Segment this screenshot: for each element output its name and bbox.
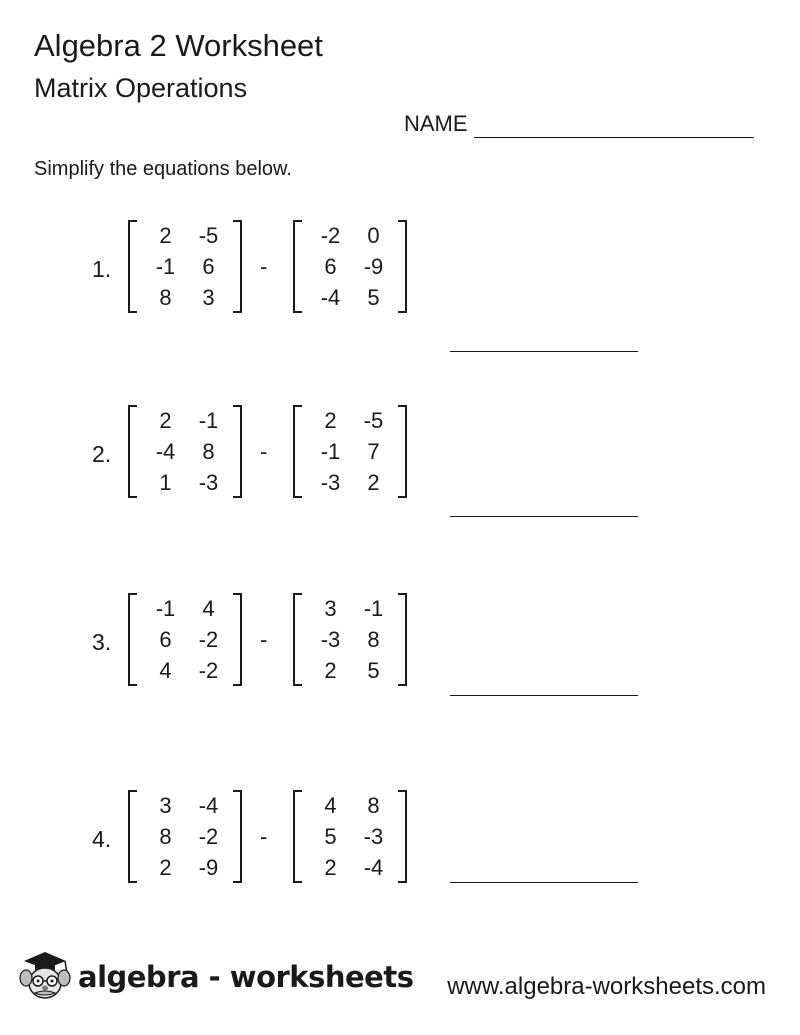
- matrix-cell: 8: [159, 824, 172, 849]
- left-matrix: [128, 403, 242, 500]
- matrix-cell: -9: [363, 254, 384, 279]
- right-matrix: [293, 403, 407, 500]
- website-url[interactable]: www.algebra-worksheets.com: [447, 973, 766, 1000]
- instructions: Simplify the equations below.: [34, 158, 292, 180]
- answer-line[interactable]: [450, 882, 638, 883]
- matrix-cell: 3: [202, 285, 215, 310]
- left-matrix: [128, 788, 242, 885]
- problem-1: [92, 218, 652, 328]
- matrix-cell: 6: [202, 254, 215, 279]
- matrix-cell: 6: [159, 627, 172, 652]
- matrix-cell: -1: [155, 254, 176, 279]
- name-field: [404, 110, 754, 138]
- matrix-cell: 8: [159, 285, 172, 310]
- right-bracket: [398, 220, 407, 313]
- matrix-cell: -5: [198, 223, 219, 248]
- matrix-cell: 5: [367, 285, 380, 310]
- minus-operator: -: [260, 627, 268, 652]
- matrix-cell: -4: [320, 285, 341, 310]
- matrix-cell: 5: [367, 658, 380, 683]
- answer-line[interactable]: [450, 695, 638, 696]
- matrix-cell: 8: [367, 627, 380, 652]
- problem-number: 4.: [92, 826, 112, 852]
- professor-mascot-icon: [16, 948, 74, 1006]
- matrix-cell: -3: [198, 470, 219, 495]
- matrix-cell: 3: [159, 793, 172, 818]
- left-matrix: [128, 591, 242, 688]
- right-bracket: [398, 593, 407, 686]
- matrix-cell: -9: [198, 855, 219, 880]
- matrix-cell: 8: [202, 439, 215, 464]
- matrix-cell: 6: [324, 254, 337, 279]
- right-bracket: [398, 790, 407, 883]
- matrix-cell: 2: [159, 408, 172, 433]
- matrix-cell: -3: [320, 627, 341, 652]
- matrix-cell: 2: [324, 658, 337, 683]
- left-bracket: [293, 593, 302, 686]
- left-bracket: [128, 405, 137, 498]
- matrix-cell: 4: [202, 596, 215, 621]
- left-bracket: [128, 790, 137, 883]
- minus-operator: -: [260, 824, 268, 849]
- matrix-cell: 2: [159, 223, 172, 248]
- left-bracket: [128, 593, 137, 686]
- problem-2: [92, 403, 652, 513]
- right-bracket: [233, 790, 242, 883]
- matrix-cell: 2: [324, 855, 337, 880]
- right-bracket: [233, 405, 242, 498]
- answer-line[interactable]: [450, 516, 638, 517]
- matrix-cell: 2: [159, 855, 172, 880]
- matrix-cell: -4: [198, 793, 219, 818]
- matrix-cell: -1: [155, 596, 176, 621]
- right-bracket: [398, 405, 407, 498]
- left-bracket: [293, 790, 302, 883]
- matrix-cell: 4: [159, 658, 172, 683]
- matrix-cell: -5: [363, 408, 384, 433]
- matrix-cell: -2: [198, 627, 219, 652]
- matrix-cell: -2: [198, 824, 219, 849]
- matrix-cell: 5: [324, 824, 337, 849]
- name-blank-line: [474, 111, 754, 138]
- matrix-cell: -1: [198, 408, 219, 433]
- worksheet-title: Algebra 2 Worksheet: [34, 28, 323, 63]
- matrix-cell: 0: [367, 223, 380, 248]
- matrix-cell: -4: [155, 439, 176, 464]
- problem-number: 2.: [92, 441, 112, 467]
- left-bracket: [293, 405, 302, 498]
- matrix-cell: -1: [363, 596, 384, 621]
- matrix-cell: -4: [363, 855, 384, 880]
- matrix-cell: 3: [324, 596, 337, 621]
- matrix-cell: 8: [367, 793, 380, 818]
- left-matrix: [128, 218, 242, 315]
- left-bracket: [128, 220, 137, 313]
- answer-line[interactable]: [450, 351, 638, 352]
- right-bracket: [233, 220, 242, 313]
- right-bracket: [233, 593, 242, 686]
- right-matrix: [293, 591, 407, 688]
- right-matrix: [293, 788, 407, 885]
- problem-3: [92, 591, 652, 701]
- matrix-cell: -2: [320, 223, 341, 248]
- logo-text: algebra - worksheets: [78, 960, 414, 994]
- matrix-cell: -2: [198, 658, 219, 683]
- minus-operator: -: [260, 439, 268, 464]
- matrix-cell: -3: [320, 470, 341, 495]
- problem-4: [92, 788, 652, 898]
- matrix-cell: 2: [367, 470, 380, 495]
- left-bracket: [293, 220, 302, 313]
- problem-number: 3.: [92, 629, 112, 655]
- matrix-cell: -3: [363, 824, 384, 849]
- minus-operator: -: [260, 254, 268, 279]
- right-matrix: [293, 218, 407, 315]
- matrix-cell: 7: [367, 439, 380, 464]
- matrix-cell: -1: [320, 439, 341, 464]
- problem-number: 1.: [92, 256, 112, 282]
- matrix-cell: 4: [324, 793, 337, 818]
- worksheet-subtitle: Matrix Operations: [34, 73, 248, 103]
- matrix-cell: 1: [159, 470, 172, 495]
- name-label: NAME: [404, 111, 468, 136]
- matrix-cell: 2: [324, 408, 337, 433]
- site-logo[interactable]: [16, 948, 413, 1006]
